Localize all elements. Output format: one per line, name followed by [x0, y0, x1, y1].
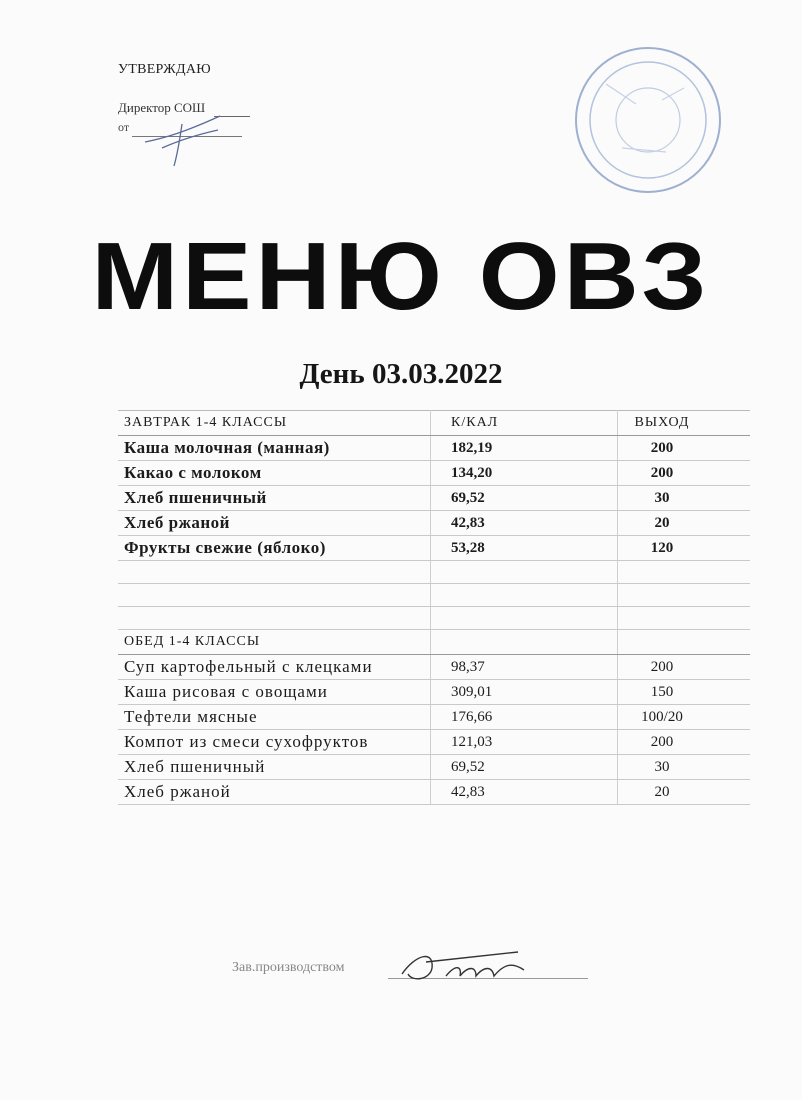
- dish-name: Каша молочная (манная): [118, 436, 431, 461]
- dish-kcal: 53,28: [431, 536, 618, 561]
- page-title: МЕНЮ ОВЗ: [91, 223, 711, 331]
- school-stamp: [566, 44, 726, 194]
- approval-position: Директор СОШ: [118, 100, 206, 115]
- dish-kcal: 134,20: [431, 461, 618, 486]
- table-row: [118, 436, 750, 461]
- approval-from-label: от: [118, 120, 130, 134]
- production-manager-label: Зав.производством: [232, 960, 345, 975]
- production-manager-signature: [396, 940, 536, 992]
- approval-block: [118, 62, 248, 134]
- dish-kcal: 42,83: [431, 780, 618, 805]
- approval-title: УТВЕРЖДАЮ: [118, 62, 211, 77]
- menu-table: [118, 410, 750, 805]
- dish-name: Хлеб ржаной: [118, 511, 431, 536]
- dish-kcal: 69,52: [431, 486, 618, 511]
- header-kcal: К/КАЛ: [431, 411, 618, 436]
- dish-output: 30: [618, 755, 751, 780]
- table-row: [118, 536, 750, 561]
- dish-name: Хлеб ржаной: [118, 780, 431, 805]
- table-spacer-row: [118, 584, 750, 607]
- menu-date: День 03.03.2022: [299, 358, 503, 390]
- dish-output: 120: [618, 536, 751, 561]
- dish-output: 200: [618, 730, 751, 755]
- lunch-header-row: [118, 630, 750, 655]
- dish-output: 20: [618, 780, 751, 805]
- dish-output: 200: [618, 461, 751, 486]
- table-spacer-row: [118, 607, 750, 630]
- header-output: ВЫХОД: [618, 411, 751, 436]
- dish-name: Какао с молоком: [118, 461, 431, 486]
- dish-output: 100/20: [618, 705, 751, 730]
- dish-output: 20: [618, 511, 751, 536]
- lunch-header: ОБЕД 1-4 КЛАССЫ: [118, 630, 431, 655]
- dish-name: Каша рисовая с овощами: [118, 680, 431, 705]
- table-row: [118, 730, 750, 755]
- dish-output: 200: [618, 655, 751, 680]
- dish-kcal: 42,83: [431, 511, 618, 536]
- table-row: [118, 755, 750, 780]
- table-row: [118, 511, 750, 536]
- dish-output: 200: [618, 436, 751, 461]
- table-row: [118, 486, 750, 511]
- dish-kcal: 69,52: [431, 755, 618, 780]
- dish-kcal: 309,01: [431, 680, 618, 705]
- table-row: [118, 461, 750, 486]
- table-row: [118, 705, 750, 730]
- dish-name: Суп картофельный с клецками: [118, 655, 431, 680]
- table-spacer-row: [118, 561, 750, 584]
- dish-name: Хлеб пшеничный: [118, 755, 431, 780]
- dish-output: 150: [618, 680, 751, 705]
- dish-name: Компот из смеси сухофруктов: [118, 730, 431, 755]
- dish-name: Хлеб пшеничный: [118, 486, 431, 511]
- dish-output: 30: [618, 486, 751, 511]
- dish-kcal: 98,37: [431, 655, 618, 680]
- dish-kcal: 121,03: [431, 730, 618, 755]
- table-header-row: [118, 411, 750, 436]
- dish-kcal: 176,66: [431, 705, 618, 730]
- table-row: [118, 655, 750, 680]
- director-signature: [140, 110, 230, 170]
- dish-kcal: 182,19: [431, 436, 618, 461]
- dish-name: Тефтели мясные: [118, 705, 431, 730]
- dish-name: Фрукты свежие (яблоко): [118, 536, 431, 561]
- table-row: [118, 780, 750, 805]
- header-meal: ЗАВТРАК 1-4 КЛАССЫ: [118, 411, 431, 436]
- table-row: [118, 680, 750, 705]
